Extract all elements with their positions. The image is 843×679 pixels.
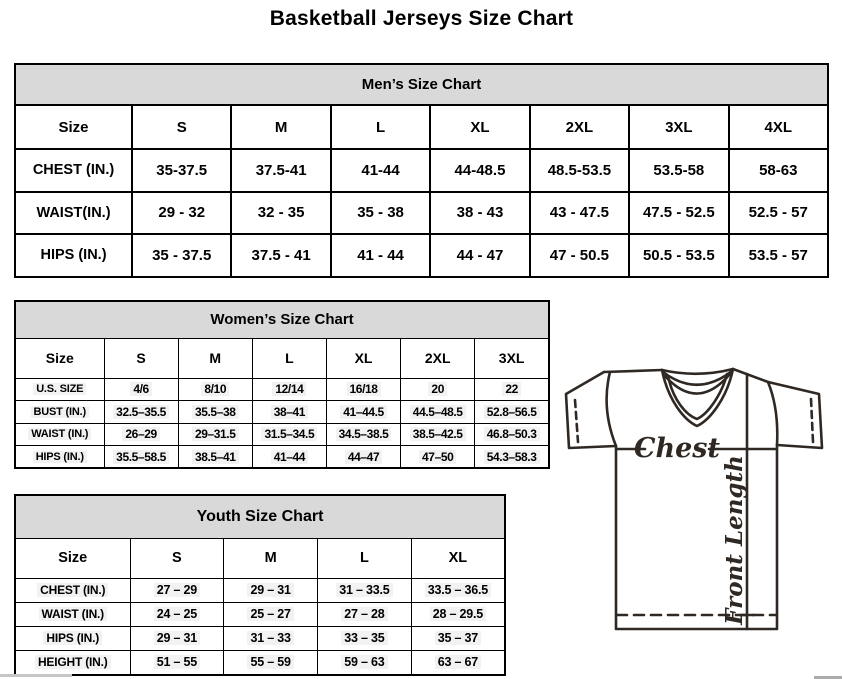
jersey-left-shoulder-line [604, 370, 662, 372]
mens-chest-value: 44-48.5 [430, 149, 529, 192]
jersey-collar-top-line [662, 369, 733, 374]
womens-col-s: S [104, 338, 178, 378]
womens-row-label-bust [15, 401, 104, 424]
youth-chest-value: 27 – 29 [130, 578, 224, 602]
womens-waist-value: 46.8–50.3 [475, 423, 549, 446]
table-row [15, 578, 505, 602]
womens-hips-value: 38.5–41 [178, 446, 252, 469]
womens-header-row [15, 338, 549, 378]
mens-chart-title: Men’s Size Chart [15, 64, 828, 105]
womens-hips-value: 47–50 [401, 446, 475, 469]
page-title: Basketball Jerseys Size Chart [269, 7, 574, 30]
youth-row-label-waist [15, 602, 130, 626]
womens-hips-value: 41–44 [252, 446, 326, 469]
front-length-label: Front Length [721, 455, 748, 625]
mens-hips-value: 35 - 37.5 [132, 234, 231, 277]
womens-waist-value: 31.5–34.5 [252, 423, 326, 446]
mens-waist-value: 43 - 47.5 [530, 192, 629, 235]
womens-waist-value: 26–29 [104, 423, 178, 446]
womens-col-size: Size [15, 338, 104, 378]
mens-hips-value: 44 - 47 [430, 234, 529, 277]
womens-bust-value: 32.5–35.5 [104, 401, 178, 424]
horizontal-scrollbar-fragment-left[interactable] [0, 674, 72, 677]
womens-ussize-value: 4/6 [104, 378, 178, 401]
youth-col-m: M [224, 538, 318, 578]
youth-height-value: 59 – 63 [318, 651, 412, 675]
row-label-text: HEIGHT (IN.) [35, 655, 111, 669]
mens-row-label-hips: HIPS (IN.) [15, 234, 132, 277]
youth-hips-value: 29 – 31 [130, 626, 224, 650]
row-label-text: WAIST (IN.) [28, 428, 91, 440]
mens-hips-value: 53.5 - 57 [729, 234, 828, 277]
mens-col-2xl: 2XL [530, 105, 629, 149]
table-row [15, 626, 505, 650]
jersey-body-outline [616, 445, 777, 629]
row-label-text: WAIST (IN.) [39, 607, 107, 621]
womens-waist-value: 34.5–38.5 [326, 423, 400, 446]
jersey-measurement-diagram [558, 358, 843, 653]
womens-col-xl: XL [326, 338, 400, 378]
womens-bust-value: 35.5–38 [178, 401, 252, 424]
womens-bust-value: 38–41 [252, 401, 326, 424]
youth-waist-value: 25 – 27 [224, 602, 318, 626]
row-label-text: U.S. SIZE [33, 383, 86, 395]
mens-col-3xl: 3XL [629, 105, 728, 149]
table-row [15, 651, 505, 675]
youth-chest-value: 33.5 – 36.5 [411, 578, 505, 602]
youth-col-size: Size [15, 538, 130, 578]
womens-hips-value: 44–47 [326, 446, 400, 469]
womens-size-chart-table [14, 300, 550, 469]
womens-ussize-value: 22 [475, 378, 549, 401]
mens-hips-value: 47 - 50.5 [530, 234, 629, 277]
chest-label: Chest [634, 433, 720, 464]
mens-hips-value: 41 - 44 [331, 234, 430, 277]
youth-row-label-height [15, 651, 130, 675]
womens-row-label-waist [15, 423, 104, 446]
youth-waist-value: 28 – 29.5 [411, 602, 505, 626]
row-label-text: HIPS (IN.) [33, 451, 87, 463]
mens-row-label-chest: CHEST (IN.) [15, 149, 132, 192]
womens-col-3xl: 3XL [475, 338, 549, 378]
youth-waist-value: 27 – 28 [318, 602, 412, 626]
womens-bust-value: 52.8–56.5 [475, 401, 549, 424]
youth-height-value: 63 – 67 [411, 651, 505, 675]
mens-chest-value: 41-44 [331, 149, 430, 192]
mens-col-m: M [231, 105, 330, 149]
youth-hips-value: 35 – 37 [411, 626, 505, 650]
jersey-diagram-svg [558, 358, 843, 653]
youth-row-label-chest [15, 578, 130, 602]
mens-col-l: L [331, 105, 430, 149]
table-row [15, 149, 828, 192]
womens-row-label-hips [15, 446, 104, 469]
youth-waist-value: 24 – 25 [130, 602, 224, 626]
womens-waist-value: 29–31.5 [178, 423, 252, 446]
jersey-right-armhole-seam [768, 382, 777, 445]
youth-height-value: 51 – 55 [130, 651, 224, 675]
mens-waist-value: 29 - 32 [132, 192, 231, 235]
table-row [15, 423, 549, 446]
womens-row-label-ussize [15, 378, 104, 401]
youth-size-chart-table [14, 494, 506, 676]
row-label-text: BUST (IN.) [31, 406, 89, 418]
mens-col-4xl: 4XL [729, 105, 828, 149]
mens-chest-value: 35-37.5 [132, 149, 231, 192]
womens-bust-value: 41–44.5 [326, 401, 400, 424]
mens-size-chart-table [14, 63, 829, 278]
table-row [15, 401, 549, 424]
mens-header-row [15, 105, 828, 149]
mens-chest-value: 58-63 [729, 149, 828, 192]
mens-row-label-waist: WAIST(IN.) [15, 192, 132, 235]
youth-chest-value: 29 – 31 [224, 578, 318, 602]
mens-col-xl: XL [430, 105, 529, 149]
mens-waist-value: 38 - 43 [430, 192, 529, 235]
youth-col-l: L [318, 538, 412, 578]
youth-hips-value: 31 – 33 [224, 626, 318, 650]
youth-chart-title: Youth Size Chart [15, 495, 505, 538]
youth-hips-value: 33 – 35 [318, 626, 412, 650]
mens-chest-value: 37.5-41 [231, 149, 330, 192]
table-row [15, 378, 549, 401]
mens-col-size: Size [15, 105, 132, 149]
row-label-text: CHEST (IN.) [37, 583, 108, 597]
womens-hips-value: 35.5–58.5 [104, 446, 178, 469]
womens-ussize-value: 12/14 [252, 378, 326, 401]
mens-waist-value: 52.5 - 57 [729, 192, 828, 235]
womens-ussize-value: 8/10 [178, 378, 252, 401]
womens-col-2xl: 2XL [401, 338, 475, 378]
jersey-left-cuff-dashed-line [575, 400, 578, 442]
womens-hips-value: 54.3–58.3 [475, 446, 549, 469]
womens-bust-value: 44.5–48.5 [401, 401, 475, 424]
womens-col-l: L [252, 338, 326, 378]
mens-chest-value: 53.5-58 [629, 149, 728, 192]
jersey-right-cuff-dashed-line [811, 399, 813, 442]
table-row [15, 602, 505, 626]
youth-height-value: 55 – 59 [224, 651, 318, 675]
youth-chest-value: 31 – 33.5 [318, 578, 412, 602]
table-row [15, 192, 828, 235]
mens-hips-value: 37.5 - 41 [231, 234, 330, 277]
mens-col-s: S [132, 105, 231, 149]
mens-waist-value: 47.5 - 52.5 [629, 192, 728, 235]
mens-waist-value: 35 - 38 [331, 192, 430, 235]
table-row [15, 446, 549, 469]
mens-hips-value: 50.5 - 53.5 [629, 234, 728, 277]
youth-col-xl: XL [411, 538, 505, 578]
youth-col-s: S [130, 538, 224, 578]
youth-row-label-hips [15, 626, 130, 650]
mens-chest-value: 48.5-53.5 [530, 149, 629, 192]
row-label-text: HIPS (IN.) [43, 631, 102, 645]
table-row [15, 234, 828, 277]
womens-col-m: M [178, 338, 252, 378]
mens-waist-value: 32 - 35 [231, 192, 330, 235]
jersey-right-shoulder-line [733, 369, 768, 382]
youth-header-row [15, 538, 505, 578]
womens-chart-title: Women’s Size Chart [15, 301, 549, 338]
womens-ussize-value: 16/18 [326, 378, 400, 401]
jersey-left-armhole-seam [607, 372, 616, 446]
womens-ussize-value: 20 [401, 378, 475, 401]
womens-waist-value: 38.5–42.5 [401, 423, 475, 446]
